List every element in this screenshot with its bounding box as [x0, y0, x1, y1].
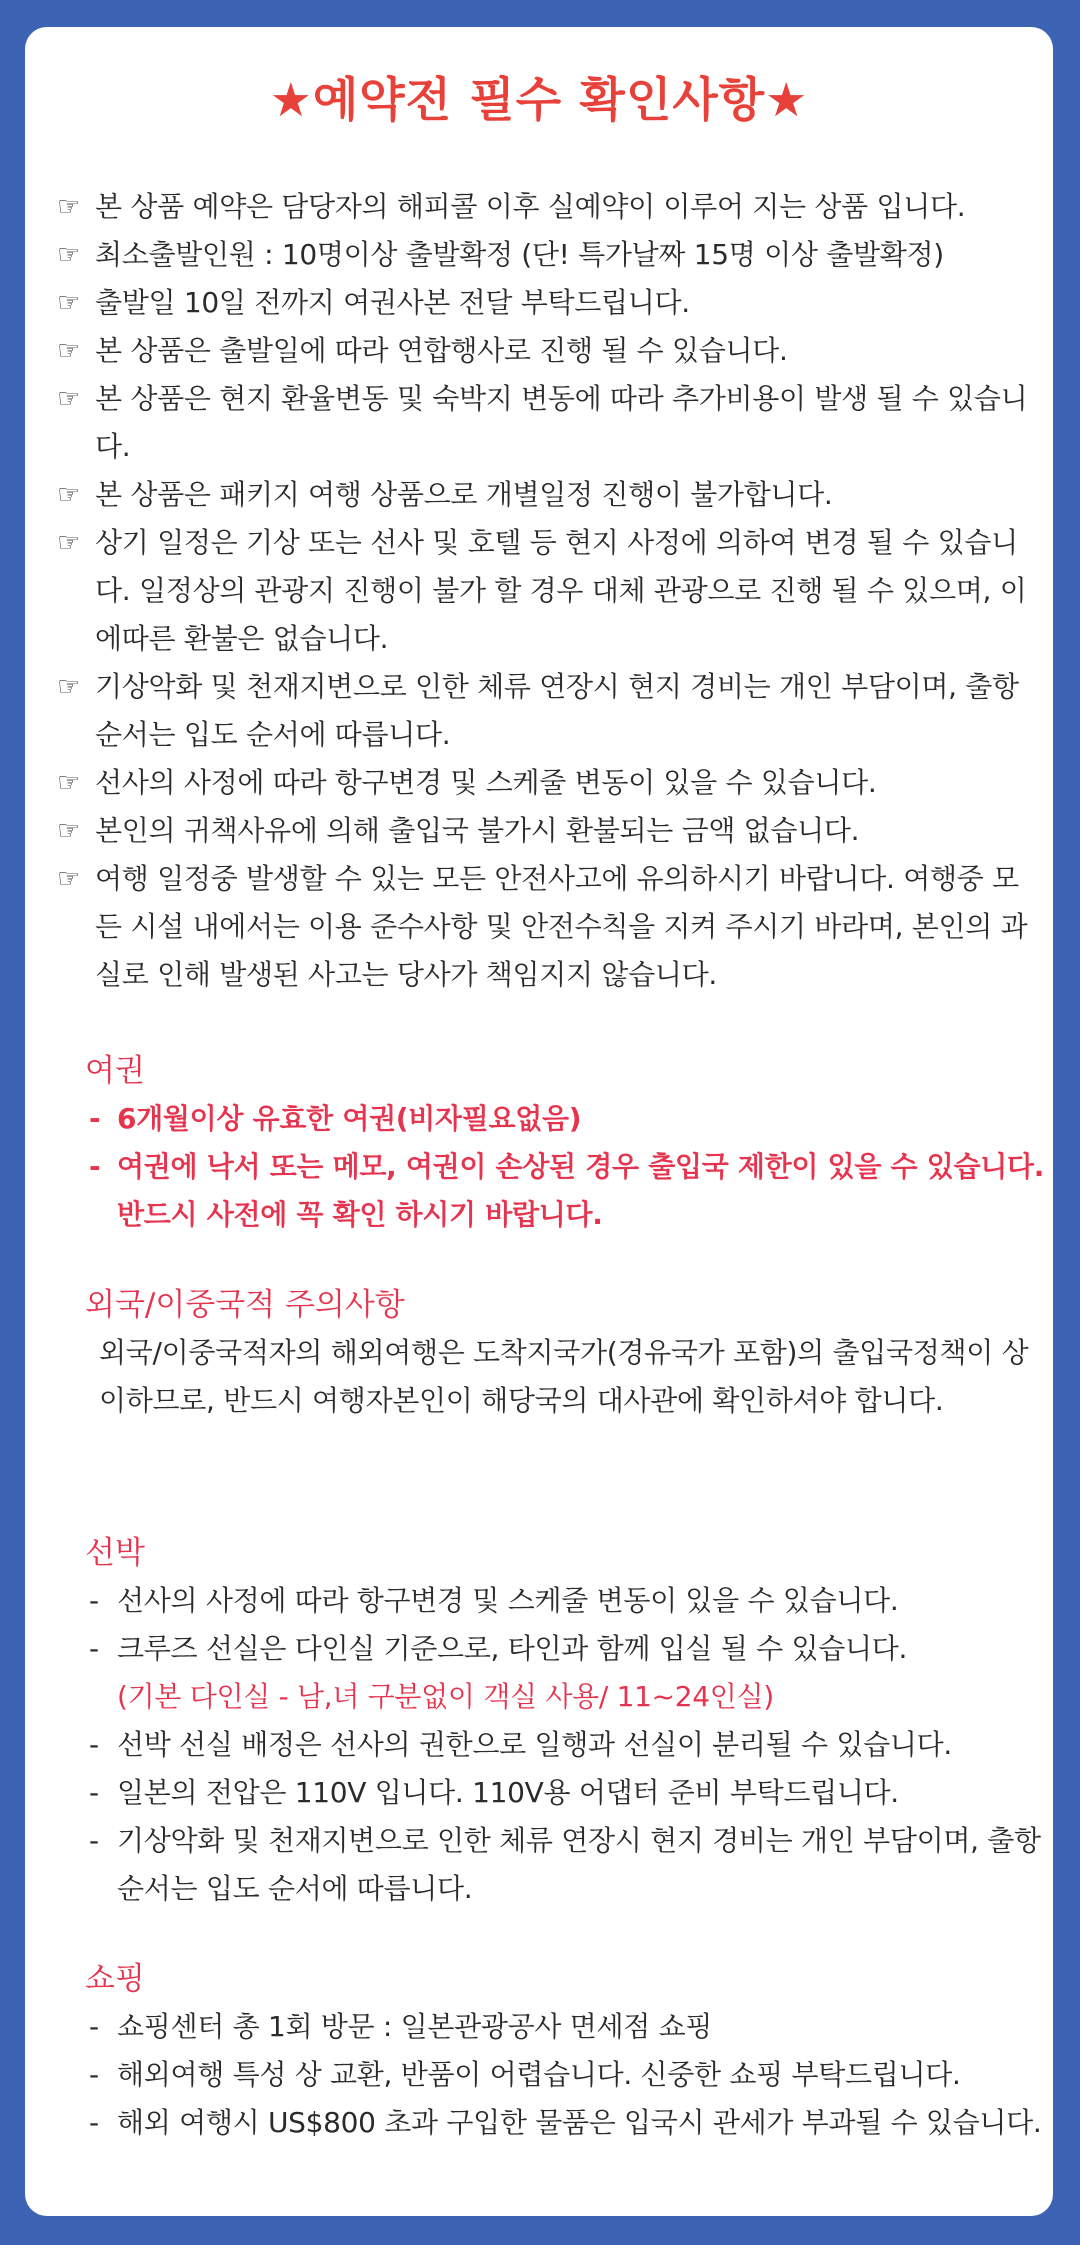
- pointing-hand-icon: ☞: [57, 768, 81, 798]
- list-item: - 6개월이상 유효한 여권(비자필요없음): [89, 1102, 582, 1135]
- notice-item: ☞ 상기 일정은 기상 또는 선사 및 호텔 등 현지 사정에 의하여 변경 될 수 있습니다. 일정상의 관광지 진행이 불가 할 경우 대체 관광으로 진행 될 수 있으며, 이에따른 환불은 없습니다.: [57, 519, 1037, 663]
- passport-section: [85, 1047, 1045, 1239]
- notice-item: ☞ 여행 일정중 발생할 수 있는 모든 안전사고에 유의하시기 바랍니다. 여행중 모든 시설 내에서는 이용 준수사항 및 안전수칙을 지켜 주시기 바라며, 본인의 과실로 인해 발생된 사고는 당사가 책임지지 않습니다.: [57, 855, 1037, 999]
- pointing-hand-icon: ☞: [57, 480, 81, 510]
- ship-list: [85, 1577, 1045, 1913]
- passport-list: [85, 1095, 1045, 1239]
- list-item: - 기상악화 및 천재지변으로 인한 체류 연장시 현지 경비는 개인 부담이며, 출항 순서는 입도 순서에 따릅니다.: [89, 1824, 1041, 1905]
- list-item: - 선사의 사정에 따라 항구변경 및 스케줄 변동이 있을 수 있습니다.: [89, 1584, 899, 1617]
- pointing-hand-icon: ☞: [57, 528, 81, 558]
- pointing-hand-icon: ☞: [57, 240, 81, 270]
- notice-item: ☞ 최소출발인원 : 10명이상 출발확정 (단! 특가날짜 15명 이상 출발확정): [57, 231, 1037, 279]
- ship-section: [85, 1529, 1045, 1913]
- notice-item: ☞ 본 상품 예약은 담당자의 해피콜 이후 실예약이 이루어 지는 상품 입니다.: [57, 183, 1037, 231]
- list-item: - 쇼핑센터 총 1회 방문 : 일본관광공사 면세점 쇼핑: [89, 2010, 713, 2043]
- shopping-list: [85, 2003, 1045, 2147]
- list-item: - 해외 여행시 US$800 초과 구입한 물품은 입국시 관세가 부과될 수 있습니다.: [89, 2106, 1042, 2139]
- pointing-hand-icon: ☞: [57, 864, 81, 894]
- shopping-section: [85, 1955, 1045, 2147]
- ship-title: 선박: [85, 1535, 145, 1571]
- notice-item: ☞ 본인의 귀책사유에 의해 출입국 불가시 환불되는 금액 없습니다.: [57, 807, 1037, 855]
- foreign-section: [85, 1281, 1045, 1425]
- pointing-hand-icon: ☞: [57, 192, 81, 222]
- notice-item: ☞ 본 상품은 패키지 여행 상품으로 개별일정 진행이 불가합니다.: [57, 471, 1037, 519]
- notice-list: [57, 183, 1037, 999]
- pointing-hand-icon: ☞: [57, 816, 81, 846]
- list-item: - 여권에 낙서 또는 메모, 여권이 손상된 경우 출입국 제한이 있을 수 있습니다. 반드시 사전에 꼭 확인 하시기 바랍니다.: [89, 1150, 1045, 1231]
- page-title: ★예약전 필수 확인사항★: [269, 73, 809, 128]
- notice-item: ☞ 기상악화 및 천재지변으로 인한 체류 연장시 현지 경비는 개인 부담이며, 출항 순서는 입도 순서에 따릅니다.: [57, 663, 1037, 759]
- cabin-note: (기본 다인실 - 남,녀 구분없이 객실 사용/ 11~24인실): [117, 1680, 774, 1713]
- list-item: - 일본의 전압은 110V 입니다. 110V용 어댑터 준비 부탁드립니다.: [89, 1776, 899, 1809]
- notice-item: ☞ 출발일 10일 전까지 여권사본 전달 부탁드립니다.: [57, 279, 1037, 327]
- foreign-title: 외국/이중국적 주의사항: [85, 1287, 405, 1323]
- list-item: - 해외여행 특성 상 교환, 반품이 어렵습니다. 신중한 쇼핑 부탁드립니다.: [89, 2058, 961, 2091]
- pointing-hand-icon: ☞: [57, 288, 81, 318]
- list-item: - 선박 선실 배정은 선사의 권한으로 일행과 선실이 분리될 수 있습니다.: [89, 1728, 952, 1761]
- shopping-title: 쇼핑: [85, 1961, 145, 1997]
- notice-item: ☞ 본 상품은 출발일에 따라 연합행사로 진행 될 수 있습니다.: [57, 327, 1037, 375]
- pointing-hand-icon: ☞: [57, 672, 81, 702]
- list-item: - 크루즈 선실은 다인실 기준으로, 타인과 함께 입실 될 수 있습니다. (기본 다인실 - 남,녀 구분없이 객실 사용/ 11~24인실): [85, 1625, 1045, 1721]
- foreign-text: 외국/이중국적자의 해외여행은 도착지국가(경유국가 포함)의 출입국정책이 상이하므로, 반드시 여행자본인이 해당국의 대사관에 확인하셔야 합니다.: [99, 1336, 1029, 1417]
- pointing-hand-icon: ☞: [57, 336, 81, 366]
- notice-item: ☞ 본 상품은 현지 환율변동 및 숙박지 변동에 따라 추가비용이 발생 될 수 있습니다.: [57, 375, 1037, 471]
- pointing-hand-icon: ☞: [57, 384, 81, 414]
- notice-card: [25, 27, 1053, 2216]
- passport-title: 여권: [85, 1053, 145, 1089]
- notice-item: ☞ 선사의 사정에 따라 항구변경 및 스케줄 변동이 있을 수 있습니다.: [57, 759, 1037, 807]
